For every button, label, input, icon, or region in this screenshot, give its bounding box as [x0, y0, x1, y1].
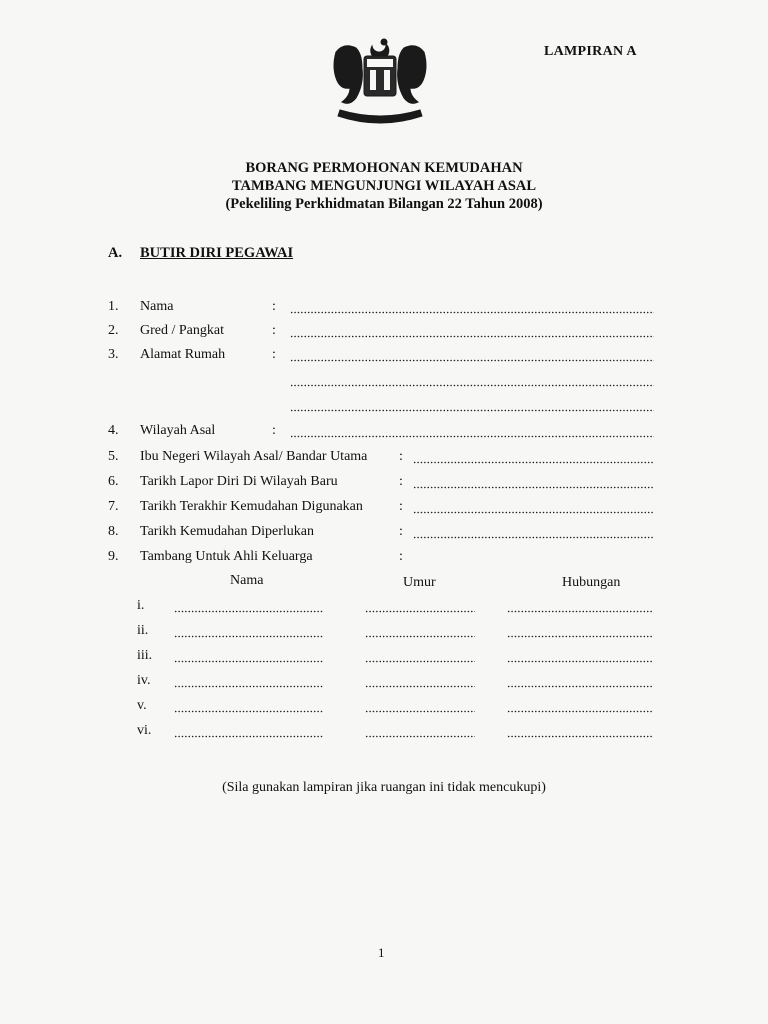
field-colon: :: [399, 499, 403, 514]
field-number: 8.: [108, 524, 119, 539]
field-label-ibu-negeri: Ibu Negeri Wilayah Asal/ Bandar Utama: [140, 449, 368, 464]
form-title-line-2: TAMBANG MENGUNJUNGI WILAYAH ASAL: [231, 178, 537, 194]
field-number: 3.: [108, 347, 119, 362]
alamat-input-line-3[interactable]: [290, 409, 654, 412]
family-umur-input[interactable]: [365, 660, 475, 663]
family-row-number: i.: [137, 598, 145, 613]
field-number: 5.: [108, 449, 119, 464]
family-nama-input[interactable]: [174, 635, 324, 638]
section-letter: A.: [108, 245, 123, 261]
malaysia-coat-of-arms-logo: [326, 32, 434, 128]
tarikh-diperlukan-input-line[interactable]: [413, 536, 653, 539]
field-colon: :: [272, 323, 276, 338]
form-title-line-1: BORANG PERMOHONAN KEMUDAHAN: [245, 160, 523, 176]
field-colon: :: [399, 474, 403, 489]
family-umur-input[interactable]: [365, 735, 475, 738]
field-number: 7.: [108, 499, 119, 514]
family-nama-input[interactable]: [174, 735, 324, 738]
field-colon: :: [399, 549, 403, 564]
alamat-input-line-2[interactable]: [290, 384, 654, 387]
family-hubungan-input[interactable]: [507, 660, 653, 663]
field-label-tarikh-terakhir: Tarikh Terakhir Kemudahan Digunakan: [140, 499, 363, 514]
family-umur-input[interactable]: [365, 610, 475, 613]
family-row-number: ii.: [137, 623, 149, 638]
family-row-number: vi.: [137, 723, 152, 738]
form-title-line-3: (Pekeliling Perkhidmatan Bilangan 22 Tahun 2008): [225, 196, 543, 212]
field-colon: :: [272, 423, 276, 438]
section-title: BUTIR DIRI PEGAWAI: [140, 245, 294, 261]
field-number: 1.: [108, 299, 119, 314]
family-row-number: v.: [137, 698, 147, 713]
field-label-nama: Nama: [140, 299, 174, 314]
tarikh-terakhir-input-line[interactable]: [413, 511, 653, 514]
field-colon: :: [399, 524, 403, 539]
field-number: 6.: [108, 474, 119, 489]
field-colon: :: [272, 347, 276, 362]
tarikh-lapor-input-line[interactable]: [413, 486, 653, 489]
family-hubungan-input[interactable]: [507, 685, 653, 688]
nama-input-line[interactable]: [290, 311, 654, 314]
field-colon: :: [272, 299, 276, 314]
field-label-wilayah: Wilayah Asal: [140, 423, 216, 438]
family-nama-input[interactable]: [174, 610, 324, 613]
field-label-tambang: Tambang Untuk Ahli Keluarga: [140, 549, 313, 564]
family-hubungan-input[interactable]: [507, 635, 653, 638]
family-umur-input[interactable]: [365, 685, 475, 688]
family-hubungan-input[interactable]: [507, 735, 653, 738]
ibu-negeri-input-line[interactable]: [413, 461, 653, 464]
family-row-number: iv.: [137, 673, 151, 688]
alamat-input-line-1[interactable]: [290, 359, 654, 362]
family-umur-input[interactable]: [365, 635, 475, 638]
family-umur-input[interactable]: [365, 710, 475, 713]
family-nama-input[interactable]: [174, 685, 324, 688]
column-header-hubungan: Hubungan: [562, 575, 621, 590]
family-nama-input[interactable]: [174, 660, 324, 663]
family-nama-input[interactable]: [174, 710, 324, 713]
wilayah-input-line[interactable]: [290, 435, 654, 438]
family-row-number: iii.: [137, 648, 153, 663]
field-label-alamat: Alamat Rumah: [140, 347, 226, 362]
family-hubungan-input[interactable]: [507, 610, 653, 613]
field-number: 9.: [108, 549, 119, 564]
field-label-tarikh-lapor: Tarikh Lapor Diri Di Wilayah Baru: [140, 474, 338, 489]
gred-input-line[interactable]: [290, 335, 654, 338]
attachment-note: (Sila gunakan lampiran jika ruangan ini tidak mencukupi): [222, 780, 546, 795]
lampiran-label: LAMPIRAN A: [544, 44, 637, 59]
page-number: 1: [378, 945, 385, 960]
field-colon: :: [399, 449, 403, 464]
family-hubungan-input[interactable]: [507, 710, 653, 713]
field-number: 4.: [108, 423, 119, 438]
column-header-nama: Nama: [230, 573, 264, 588]
field-label-tarikh-diperlukan: Tarikh Kemudahan Diperlukan: [140, 524, 314, 539]
field-number: 2.: [108, 323, 119, 338]
column-header-umur: Umur: [403, 575, 436, 590]
field-label-gred: Gred / Pangkat: [140, 323, 224, 338]
